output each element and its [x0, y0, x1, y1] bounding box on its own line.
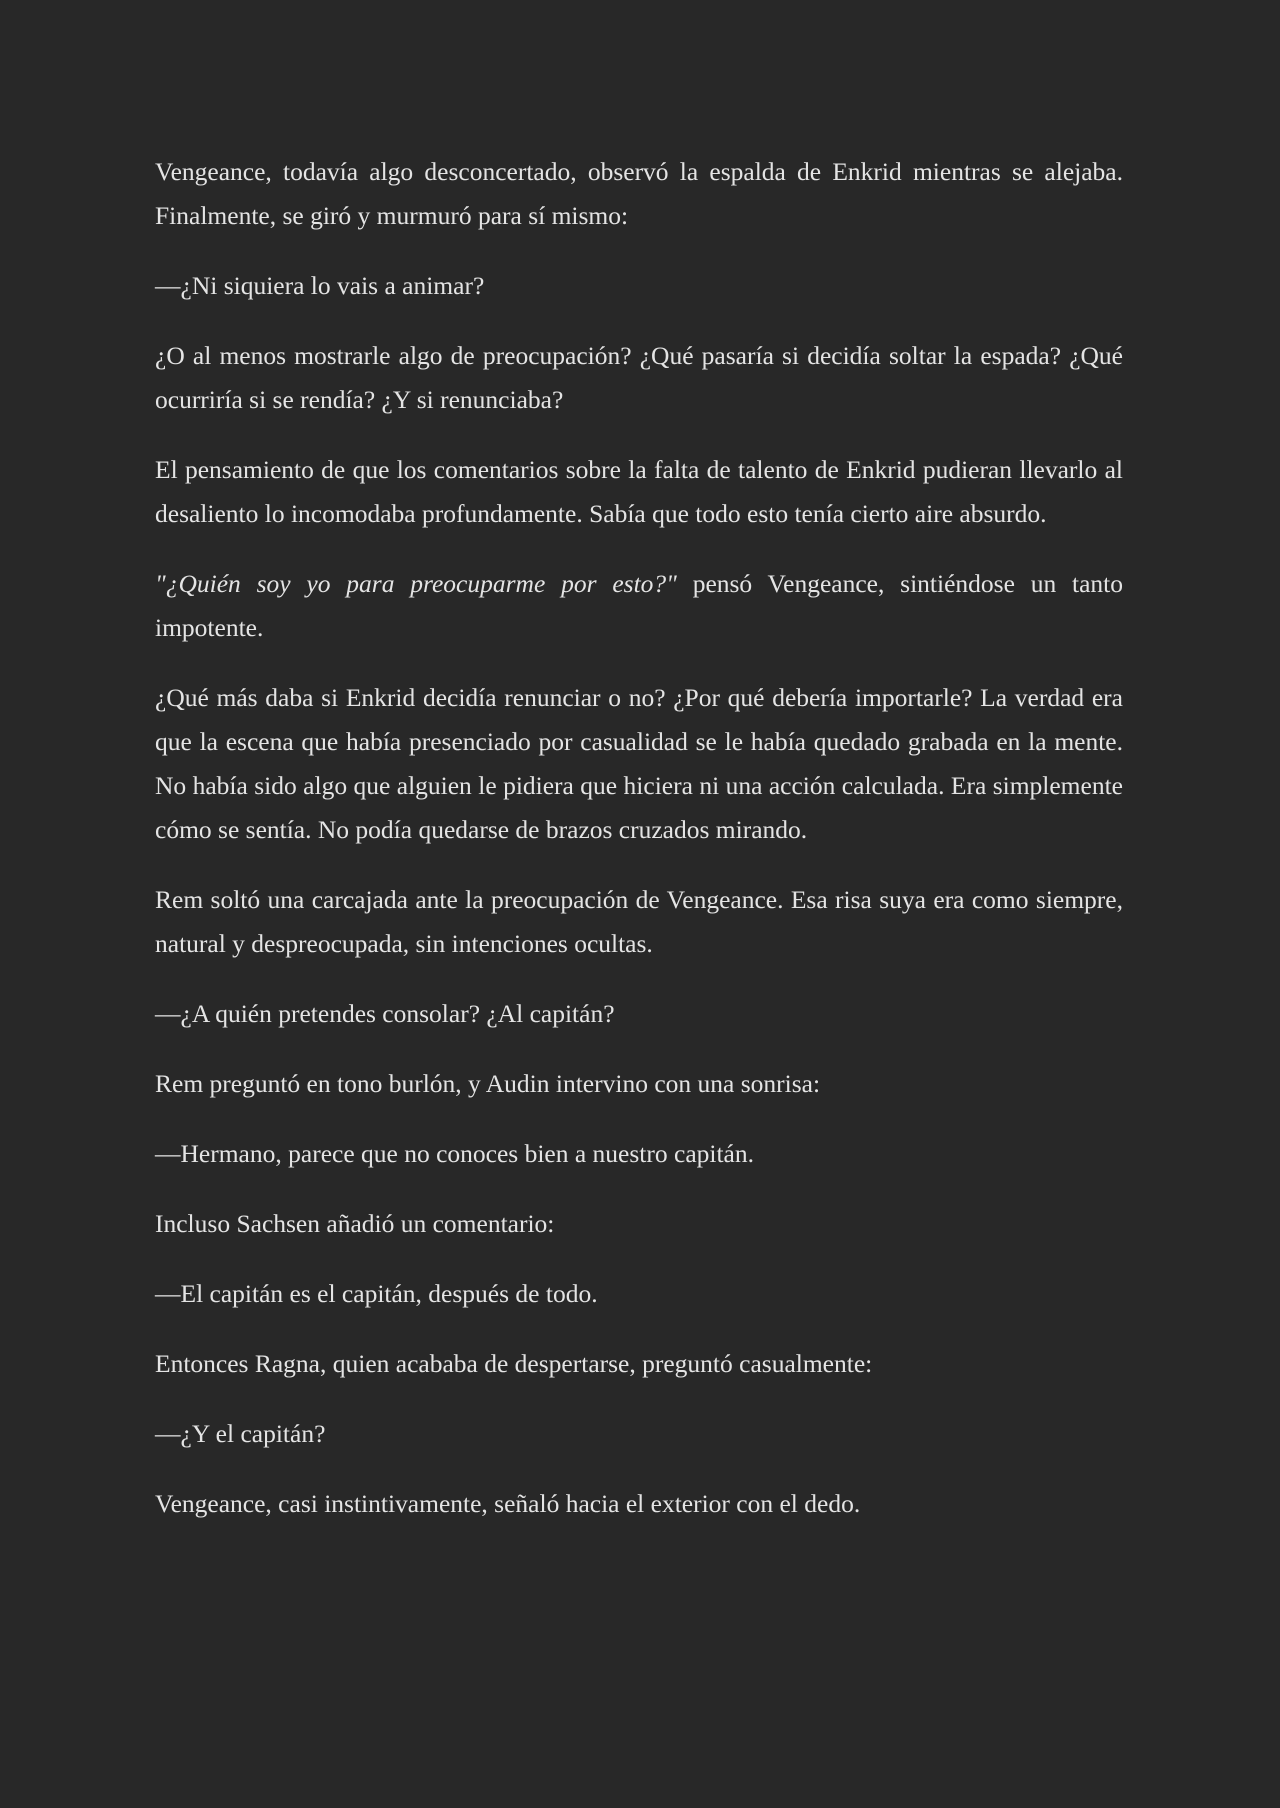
paragraph: Entonces Ragna, quien acababa de despertarse, preguntó casualmente: — [155, 1349, 873, 1378]
paragraph: ¿O al menos mostrarle algo de preocupación? ¿Qué pasaría si decidía soltar la espada? ¿Qué ocurriría si se rendía? ¿Y si renunciaba? — [155, 341, 1123, 414]
dialogue-line: —¿A quién pretendes consolar? ¿Al capitán? — [155, 999, 615, 1028]
paragraph: El pensamiento de que los comentarios sobre la falta de talento de Enkrid pudieran llevarlo al desaliento lo incomodaba profundamente. Sabía que todo esto tenía cierto aire absurdo. — [155, 455, 1123, 528]
thought-paragraph — [155, 562, 1123, 650]
dialogue-line: —¿Ni siquiera lo vais a animar? — [155, 271, 485, 300]
dialogue-line: —El capitán es el capitán, después de todo. — [155, 1279, 598, 1308]
paragraph: Rem preguntó en tono burlón, y Audin intervino con una sonrisa: — [155, 1069, 821, 1098]
dialogue-line: —Hermano, parece que no conoces bien a nuestro capitán. — [155, 1139, 755, 1168]
paragraph: Vengeance, todavía algo desconcertado, observó la espalda de Enkrid mientras se alejaba. Finalmente, se giró y murmuró para sí mismo: — [155, 157, 1123, 230]
chapter-text — [155, 150, 1123, 1552]
paragraph: Incluso Sachsen añadió un comentario: — [155, 1209, 555, 1238]
dialogue-line: —¿Y el capitán? — [155, 1419, 326, 1448]
inner-thought: "¿Quién soy yo para preocuparme por esto?" — [155, 569, 677, 598]
paragraph: ¿Qué más daba si Enkrid decidía renunciar o no? ¿Por qué debería importarle? La verdad era que la escena que había presenciado por casualidad se le había quedado grabada en la mente. No había sido algo que alguien le pidiera que hiciera ni una acción calculada. Era simplemente cómo se sentía. No podía quedarse de brazos cruzados mirando. — [155, 683, 1123, 844]
paragraph: Vengeance, casi instintivamente, señaló hacia el exterior con el dedo. — [155, 1489, 861, 1518]
thought-narration: pensó Vengeance, sintiéndose un tanto impotente. — [155, 569, 1123, 642]
paragraph: Rem soltó una carcajada ante la preocupación de Vengeance. Esa risa suya era como siempre, natural y despreocupada, sin intenciones ocultas. — [155, 885, 1123, 958]
